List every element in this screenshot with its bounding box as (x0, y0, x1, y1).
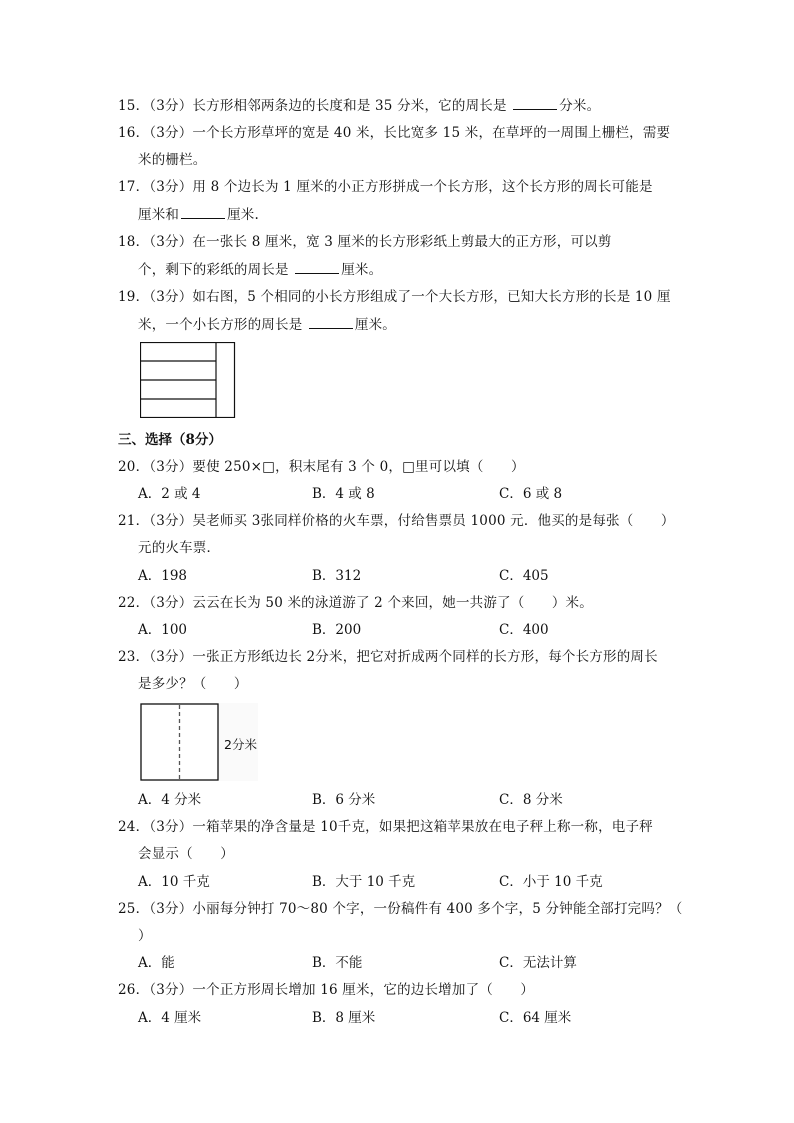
option-c[interactable]: C．6 或 8 (499, 486, 563, 502)
question-25-options (138, 954, 638, 972)
question-20: 20．（3分）要使 250×□，积末尾有 3 个 0，□里可以填（ ） (118, 459, 525, 475)
question-26: 26．（3分）一个正方形周长增加 16 厘米，它的边长增加了（ ） (118, 982, 535, 998)
option-a[interactable]: A．能 (138, 955, 175, 971)
question-15 (118, 96, 600, 115)
option-c[interactable]: C．405 (499, 568, 549, 584)
answer-blank[interactable] (295, 260, 339, 274)
question-17-line-1: 17．（3分）用 8 个边长为 1 厘米的小正方形拼成一个长方形，这个长方形的周长可能是 (118, 179, 653, 195)
option-a[interactable]: A．10 千克 (138, 874, 210, 890)
question-22: 22．（3分）云云在长为 50 米的泳道游了 2 个来回，她一共游了（ ）米。 (118, 595, 593, 611)
option-c[interactable]: C．小于 10 千克 (499, 874, 603, 890)
question-15-text: 15．（3分）长方形相邻两条边的长度和是 35 分米，它的周长是 (118, 98, 507, 114)
question-23-line-2: 是多少？（ ） (138, 676, 248, 692)
question-26-options (138, 1009, 638, 1027)
question-18-line-1: 18．（3分）在一张长 8 厘米，宽 3 厘米的长方形彩纸上剪最大的正方形，可以剪 (118, 234, 612, 250)
question-19-text: 米，一个小长方形的周长是 (138, 317, 303, 333)
option-b[interactable]: B．8 厘米 (312, 1010, 376, 1026)
question-23-options (138, 791, 638, 809)
question-25-line-1: 25．（3分）小丽每分钟打 70～80 个字，一份稿件有 400 多个字，5 分钟能全部打完吗？（ (118, 901, 683, 917)
rectangles-figure (140, 342, 236, 418)
question-24-line-1: 24．（3分）一箱苹果的净含量是 10千克，如果把这箱苹果放在电子秤上称一称，电子秤 (118, 819, 653, 835)
question-24-options (138, 873, 638, 891)
question-15-unit: 分米。 (559, 98, 601, 114)
option-c[interactable]: C．64 厘米 (499, 1010, 572, 1026)
option-a[interactable]: A．4 厘米 (138, 1010, 202, 1026)
option-a[interactable]: A．198 (138, 568, 188, 584)
option-c[interactable]: C．400 (499, 622, 549, 638)
option-b[interactable]: B．不能 (312, 955, 363, 971)
question-22-options (138, 621, 638, 639)
side-length-label: 2分米 (224, 737, 257, 752)
question-18-text: 个，剩下的彩纸的周长是 (138, 262, 289, 278)
question-17-unit-b: 厘米. (227, 207, 260, 223)
question-21-line-2: 元的火车票． (138, 540, 221, 556)
question-16-line-2 (138, 151, 207, 169)
answer-blank[interactable] (181, 205, 225, 219)
question-24-line-2: 会显示（ ） (138, 846, 234, 862)
question-18-line-2 (138, 260, 382, 279)
question-21-line-1: 21．（3分）吴老师买 3张同样价格的火车票，付给售票员 1000 元．他买的是每张（ ） (118, 513, 675, 529)
option-c[interactable]: C．无法计算 (499, 955, 577, 971)
question-23-line-1: 23．（3分）一张正方形纸边长 2分米，把它对折成两个同样的长方形，每个长方形的周长 (118, 649, 658, 665)
option-b[interactable]: B．6 分米 (312, 792, 376, 808)
option-a[interactable]: A．2 或 4 (138, 486, 201, 502)
question-16-line-1: 16．（3分）一个长方形草坪的宽是 40 米，长比宽多 15 米，在草坪的一周围上栅栏，需要 (118, 125, 671, 141)
option-a[interactable]: A．100 (138, 622, 188, 638)
option-c[interactable]: C．8 分米 (499, 792, 563, 808)
option-b[interactable]: B．4 或 8 (312, 486, 375, 502)
option-a[interactable]: A．4 分米 (138, 792, 202, 808)
option-b[interactable]: B．200 (312, 622, 362, 638)
question-17-line-2 (138, 205, 259, 224)
question-19-line-1: 19．（3分）如右图，5 个相同的小长方形组成了一个大长方形，已知大长方形的长是 10 厘 (118, 289, 671, 305)
question-19-unit: 厘米。 (354, 317, 397, 333)
question-17-unit-a: 厘米和 (138, 207, 180, 223)
question-20-options (138, 485, 638, 503)
question-21-options (138, 567, 638, 585)
question-16-unit: 米的栅栏。 (138, 152, 207, 168)
question-18-unit: 厘米。 (341, 262, 383, 278)
folded-square-figure (140, 703, 258, 781)
answer-blank[interactable] (309, 315, 353, 329)
question-25-line-2: ） (138, 928, 152, 944)
option-b[interactable]: B．312 (312, 568, 362, 584)
option-b[interactable]: B．大于 10 千克 (312, 874, 416, 890)
answer-blank[interactable] (513, 96, 557, 110)
section-heading: 三、选择（8分） (118, 432, 222, 448)
question-19-line-2 (138, 315, 396, 334)
